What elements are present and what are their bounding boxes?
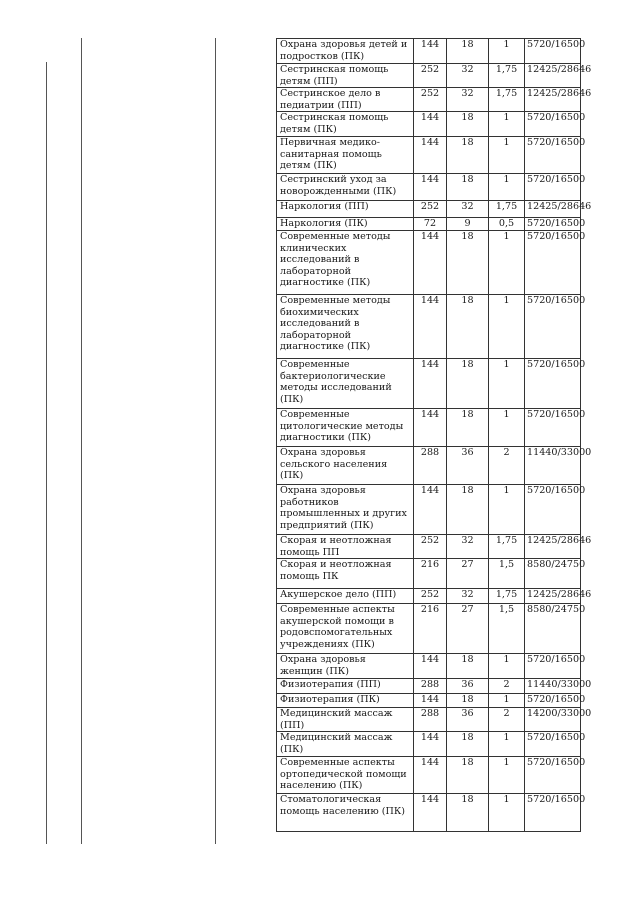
coefficient-cell: 1,75 <box>489 64 525 88</box>
course-name-cell: Скорая и неотложная помощь ПП <box>277 535 414 559</box>
course-name-cell: Медицинский массаж (ПК) <box>277 732 414 757</box>
table-row <box>277 295 581 359</box>
hours-cell: 216 <box>414 559 447 589</box>
course-name-cell: Охрана здоровья детей и подростков (ПК) <box>277 39 414 64</box>
days-cell: 18 <box>447 654 489 679</box>
hours-cell: 144 <box>414 39 447 64</box>
table-row <box>277 535 581 559</box>
table-row <box>277 794 581 832</box>
price-cell: 11440/33000 <box>525 679 581 694</box>
table-row <box>277 359 581 409</box>
days-cell: 32 <box>447 201 489 218</box>
days-cell: 36 <box>447 708 489 732</box>
coefficient-cell: 1 <box>489 112 525 137</box>
course-name-cell: Современные методы биохимических исследований в лабораторной диагностике (ПК) <box>277 295 414 359</box>
table-row <box>277 88 581 112</box>
table-row <box>277 447 581 485</box>
price-cell: 5720/16500 <box>525 409 581 447</box>
hours-cell: 216 <box>414 604 447 654</box>
days-cell: 18 <box>447 231 489 295</box>
hours-cell: 144 <box>414 174 447 201</box>
course-name-cell: Современные методы клинических исследований в лабораторной диагностике (ПК) <box>277 231 414 295</box>
course-name-cell: Медицинский массаж (ПП) <box>277 708 414 732</box>
hours-cell: 144 <box>414 409 447 447</box>
hours-cell: 252 <box>414 589 447 604</box>
table-row <box>277 559 581 589</box>
course-name-cell: Современные бактериологические методы исследований (ПК) <box>277 359 414 409</box>
days-cell: 18 <box>447 409 489 447</box>
table-row <box>277 708 581 732</box>
hours-cell: 144 <box>414 654 447 679</box>
hours-cell: 72 <box>414 218 447 231</box>
days-cell: 36 <box>447 679 489 694</box>
price-cell: 5720/16500 <box>525 174 581 201</box>
table-row <box>277 654 581 679</box>
coefficient-cell: 1,75 <box>489 535 525 559</box>
coefficient-cell: 1,75 <box>489 201 525 218</box>
price-cell: 5720/16500 <box>525 794 581 832</box>
table-row <box>277 218 581 231</box>
price-cell: 5720/16500 <box>525 295 581 359</box>
course-name-cell: Современные аспекты ортопедической помощи населению (ПК) <box>277 757 414 794</box>
course-name-cell: Стоматологическая помощь населению (ПК) <box>277 794 414 832</box>
table-row <box>277 694 581 708</box>
price-cell: 12425/28646 <box>525 535 581 559</box>
price-cell: 12425/28646 <box>525 589 581 604</box>
days-cell: 32 <box>447 64 489 88</box>
course-name-cell: Физиотерапия (ПК) <box>277 694 414 708</box>
hours-cell: 144 <box>414 732 447 757</box>
table-column-divider <box>81 38 82 844</box>
coefficient-cell: 2 <box>489 679 525 694</box>
course-name-cell: Современные цитологические методы диагностики (ПК) <box>277 409 414 447</box>
price-table <box>276 38 592 832</box>
price-table-body <box>277 39 592 832</box>
days-cell: 27 <box>447 559 489 589</box>
course-name-cell: Охрана здоровья работников промышленных и других предприятий (ПК) <box>277 485 414 535</box>
coefficient-cell: 1 <box>489 654 525 679</box>
coefficient-cell: 1 <box>489 485 525 535</box>
coefficient-cell: 0,5 <box>489 218 525 231</box>
coefficient-cell: 2 <box>489 708 525 732</box>
hours-cell: 288 <box>414 679 447 694</box>
course-name-cell: Охрана здоровья сельского населения (ПК) <box>277 447 414 485</box>
days-cell: 18 <box>447 295 489 359</box>
price-cell: 11440/33000 <box>525 447 581 485</box>
price-cell: 5720/16500 <box>525 218 581 231</box>
hours-cell: 252 <box>414 64 447 88</box>
price-cell: 8580/24750 <box>525 604 581 654</box>
coefficient-cell: 1 <box>489 694 525 708</box>
days-cell: 18 <box>447 794 489 832</box>
price-cell: 5720/16500 <box>525 694 581 708</box>
price-cell: 5720/16500 <box>525 485 581 535</box>
hours-cell: 252 <box>414 88 447 112</box>
course-name-cell: Охрана здоровья женщин (ПК) <box>277 654 414 679</box>
hours-cell: 144 <box>414 794 447 832</box>
price-cell: 14200/33000 <box>525 708 581 732</box>
course-name-cell: Сестринское дело в педиатрии (ПП) <box>277 88 414 112</box>
hours-cell: 144 <box>414 359 447 409</box>
coefficient-cell: 1 <box>489 231 525 295</box>
hours-cell: 144 <box>414 694 447 708</box>
coefficient-cell: 1,75 <box>489 88 525 112</box>
price-cell: 8580/24750 <box>525 559 581 589</box>
price-cell: 5720/16500 <box>525 39 581 64</box>
days-cell: 18 <box>447 174 489 201</box>
days-cell: 18 <box>447 694 489 708</box>
table-row <box>277 679 581 694</box>
course-name-cell: Сестринская помощь детям (ПК) <box>277 112 414 137</box>
coefficient-cell: 1 <box>489 137 525 174</box>
coefficient-cell: 2 <box>489 447 525 485</box>
table-row <box>277 589 581 604</box>
hours-cell: 144 <box>414 137 447 174</box>
table-row <box>277 409 581 447</box>
hours-cell: 144 <box>414 231 447 295</box>
days-cell: 32 <box>447 535 489 559</box>
coefficient-cell: 1,5 <box>489 559 525 589</box>
hours-cell: 288 <box>414 708 447 732</box>
price-cell: 12425/28646 <box>525 201 581 218</box>
price-cell: 5720/16500 <box>525 137 581 174</box>
price-cell: 5720/16500 <box>525 654 581 679</box>
coefficient-cell: 1,5 <box>489 604 525 654</box>
table-left-border <box>46 62 47 844</box>
hours-cell: 288 <box>414 447 447 485</box>
days-cell: 18 <box>447 137 489 174</box>
course-name-cell: Первичная медико-санитарная помощь детям (ПК) <box>277 137 414 174</box>
coefficient-cell: 1,75 <box>489 589 525 604</box>
table-row <box>277 757 581 794</box>
coefficient-cell: 1 <box>489 174 525 201</box>
table-row <box>277 137 581 174</box>
table-row <box>277 112 581 137</box>
days-cell: 18 <box>447 485 489 535</box>
course-name-cell: Современные аспекты акушерской помощи в родовспомогательных учреждениях (ПК) <box>277 604 414 654</box>
price-cell: 5720/16500 <box>525 112 581 137</box>
hours-cell: 252 <box>414 201 447 218</box>
hours-cell: 144 <box>414 112 447 137</box>
coefficient-cell: 1 <box>489 409 525 447</box>
coefficient-cell: 1 <box>489 359 525 409</box>
course-name-cell: Наркология (ПК) <box>277 218 414 231</box>
days-cell: 27 <box>447 604 489 654</box>
course-name-cell: Скорая и неотложная помощь ПК <box>277 559 414 589</box>
coefficient-cell: 1 <box>489 794 525 832</box>
coefficient-cell: 1 <box>489 295 525 359</box>
coefficient-cell: 1 <box>489 732 525 757</box>
course-name-cell: Сестринский уход за новорожденными (ПК) <box>277 174 414 201</box>
price-cell: 5720/16500 <box>525 757 581 794</box>
table-column-divider <box>215 38 216 844</box>
days-cell: 9 <box>447 218 489 231</box>
days-cell: 18 <box>447 732 489 757</box>
hours-cell: 144 <box>414 485 447 535</box>
price-cell: 12425/28646 <box>525 64 581 88</box>
table-row <box>277 64 581 88</box>
hours-cell: 252 <box>414 535 447 559</box>
days-cell: 32 <box>447 589 489 604</box>
table-row <box>277 485 581 535</box>
coefficient-cell: 1 <box>489 39 525 64</box>
table-row <box>277 201 581 218</box>
course-name-cell: Физиотерапия (ПП) <box>277 679 414 694</box>
hours-cell: 144 <box>414 295 447 359</box>
days-cell: 18 <box>447 39 489 64</box>
price-cell: 5720/16500 <box>525 732 581 757</box>
days-cell: 32 <box>447 88 489 112</box>
table-row <box>277 39 581 64</box>
days-cell: 18 <box>447 359 489 409</box>
price-cell: 5720/16500 <box>525 359 581 409</box>
table-row <box>277 174 581 201</box>
coefficient-cell: 1 <box>489 757 525 794</box>
table-row <box>277 231 581 295</box>
days-cell: 18 <box>447 757 489 794</box>
course-name-cell: Сестринская помощь детям (ПП) <box>277 64 414 88</box>
course-name-cell: Наркология (ПП) <box>277 201 414 218</box>
days-cell: 36 <box>447 447 489 485</box>
price-cell: 12425/28646 <box>525 88 581 112</box>
table-row <box>277 604 581 654</box>
price-cell: 5720/16500 <box>525 231 581 295</box>
days-cell: 18 <box>447 112 489 137</box>
hours-cell: 144 <box>414 757 447 794</box>
table-row <box>277 732 581 757</box>
course-name-cell: Акушерское дело (ПП) <box>277 589 414 604</box>
